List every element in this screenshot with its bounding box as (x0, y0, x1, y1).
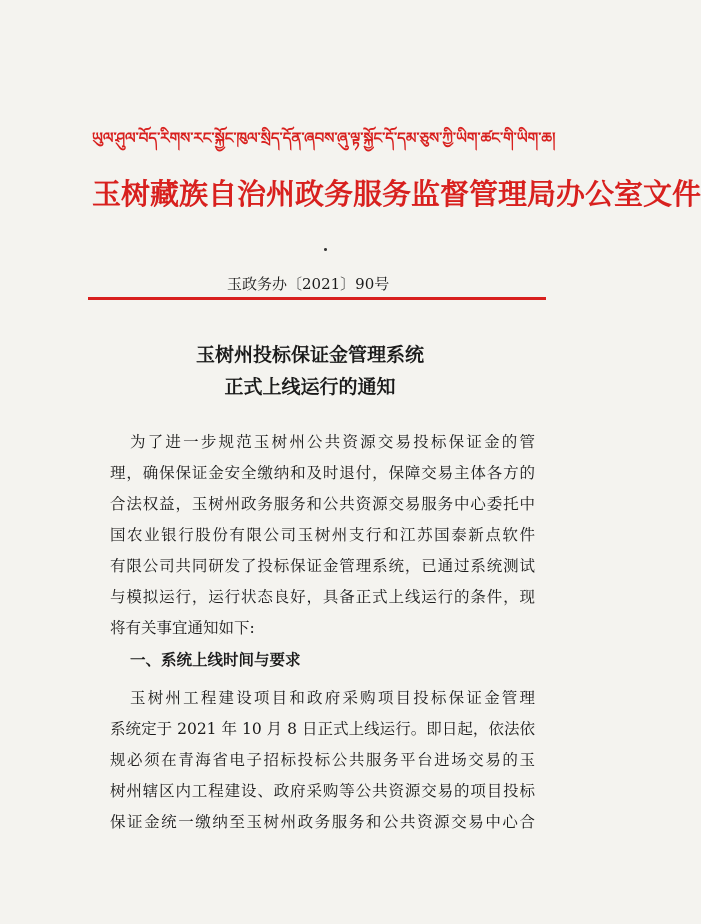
intro-line: 与模拟运行，运行状态良好，具备正式上线运行的条件，现 (110, 588, 535, 606)
tibetan-agency-title: ཡུལ་ཤུལ་བོད་རིགས་རང་སྐྱོང་ཁུལ་སྲིད་དོན་ཞབས་ཞུ་ལྟ་སྐྱོང་དོ་དམ་ཅུས་ཀྱི་ཡིག་ཚང་གི་ཡིག་ཆ། (92, 129, 556, 147)
section-line: 玉树州工程建设项目和政府采购项目投标保证金管理 (130, 689, 535, 707)
agency-title: 玉树藏族自治州政务服务监督管理局办公室文件 (92, 177, 701, 211)
decorative-dot (324, 248, 327, 251)
section-line: 规必须在青海省电子招标投标公共服务平台进场交易的玉 (110, 751, 535, 769)
notice-title-line2: 正式上线运行的通知 (224, 376, 396, 398)
intro-line: 将有关事宜通知如下: (110, 619, 255, 637)
notice-title-line1: 玉树州投标保证金管理系统 (195, 344, 424, 366)
intro-line: 国农业银行股份有限公司玉树州支行和江苏国泰新点软件 (110, 526, 535, 544)
section-heading: 一、系统上线时间与要求 (130, 651, 301, 669)
section-line: 树州辖区内工程建设、政府采购等公共资源交易的项目投标 (110, 782, 535, 800)
section-line: 保证金统一缴纳至玉树州政务服务和公共资源交易中心合 (110, 813, 535, 831)
intro-line: 有限公司共同研发了投标保证金管理系统，已通过系统测试 (110, 557, 535, 575)
intro-line: 合法权益，玉树州政务服务和公共资源交易服务中心委托中 (110, 495, 535, 513)
intro-line: 为了进一步规范玉树州公共资源交易投标保证金的管 (130, 433, 535, 451)
section-line: 系统定于 2021 年 10 月 8 日正式上线运行。即日起，依法依 (110, 720, 535, 738)
red-divider-line (88, 297, 546, 300)
intro-line: 理，确保保证金安全缴纳和及时退付，保障交易主体各方的 (110, 464, 535, 482)
document-number: 玉政务办〔2021〕90号 (227, 275, 390, 293)
